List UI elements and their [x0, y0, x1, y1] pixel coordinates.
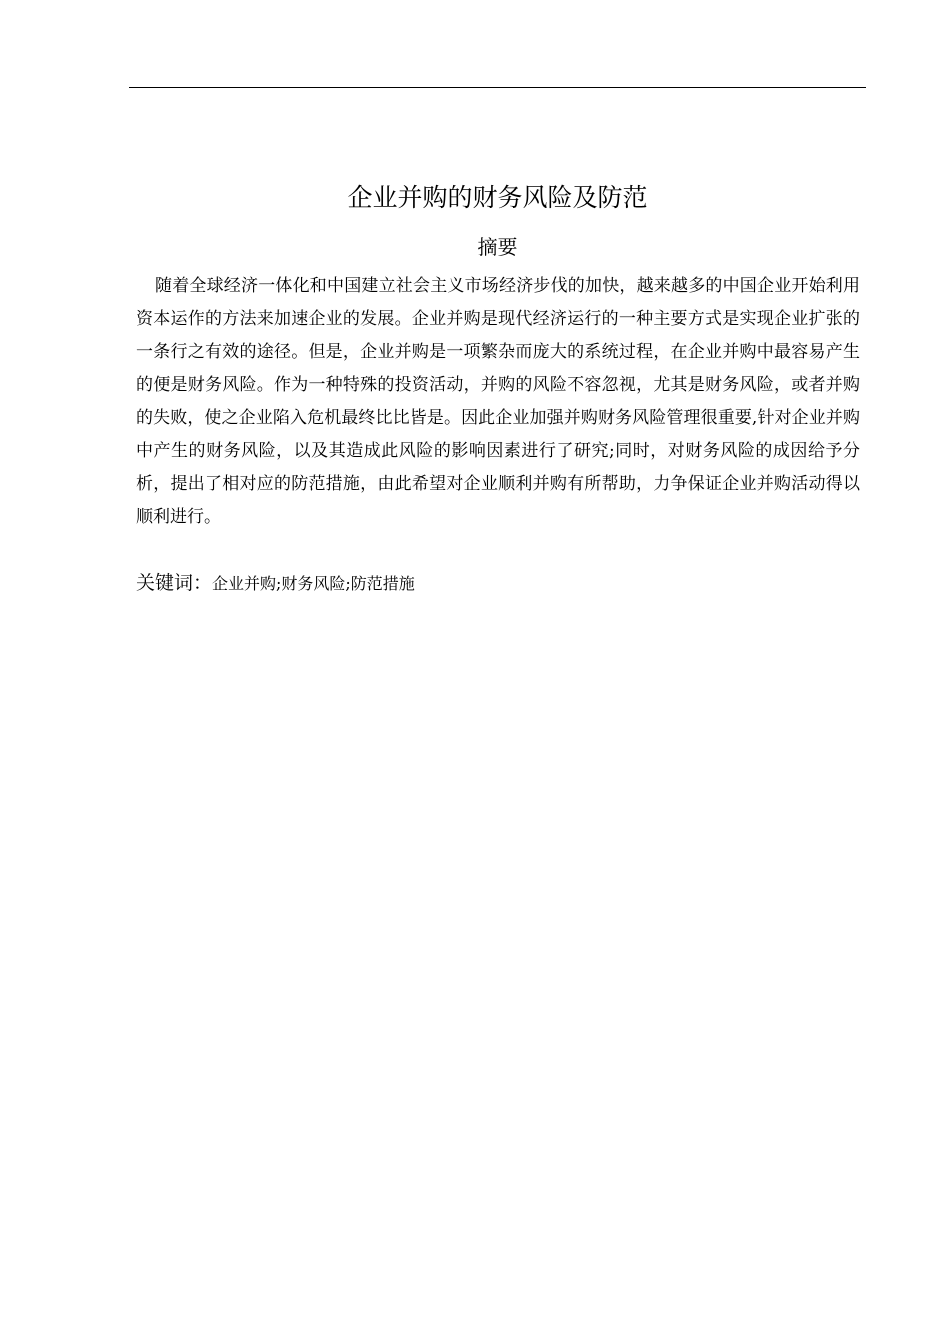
keywords-value: 企业并购;财务风险;防范措施	[212, 574, 415, 593]
header-rule	[129, 87, 866, 88]
document-title: 企业并购的财务风险及防范	[347, 183, 648, 212]
abstract-heading: 摘要	[477, 235, 518, 259]
keywords-label: 关键词：	[136, 572, 213, 594]
abstract-body: 随着全球经济一体化和中国建立社会主义市场经济步伐的加快，越来越多的中国企业开始利用资本运作的方法来加速企业的发展。企业并购是现代经济运行的一种主要方式是实现企业扩张的一条行之有效的途径。但是，企业并购是一项繁杂而庞大的系统过程，在企业并购中最容易产生的便是财务风险。作为一种特殊的投资活动，并购的风险不容忽视，尤其是财务风险，或者并购的失败，使之企业陷入危机最终比比皆是。因此企业加强并购财务风险管理很重要,针对企业并购中产生的财务风险，以及其造成此风险的影响因素进行了研究;同时，对财务风险的成因给予分析，提出了相对应的防范措施，由此希望对企业顺利并购有所帮助，力争保证企业并购活动得以顺利进行。	[136, 276, 860, 527]
keywords-line	[136, 567, 860, 601]
